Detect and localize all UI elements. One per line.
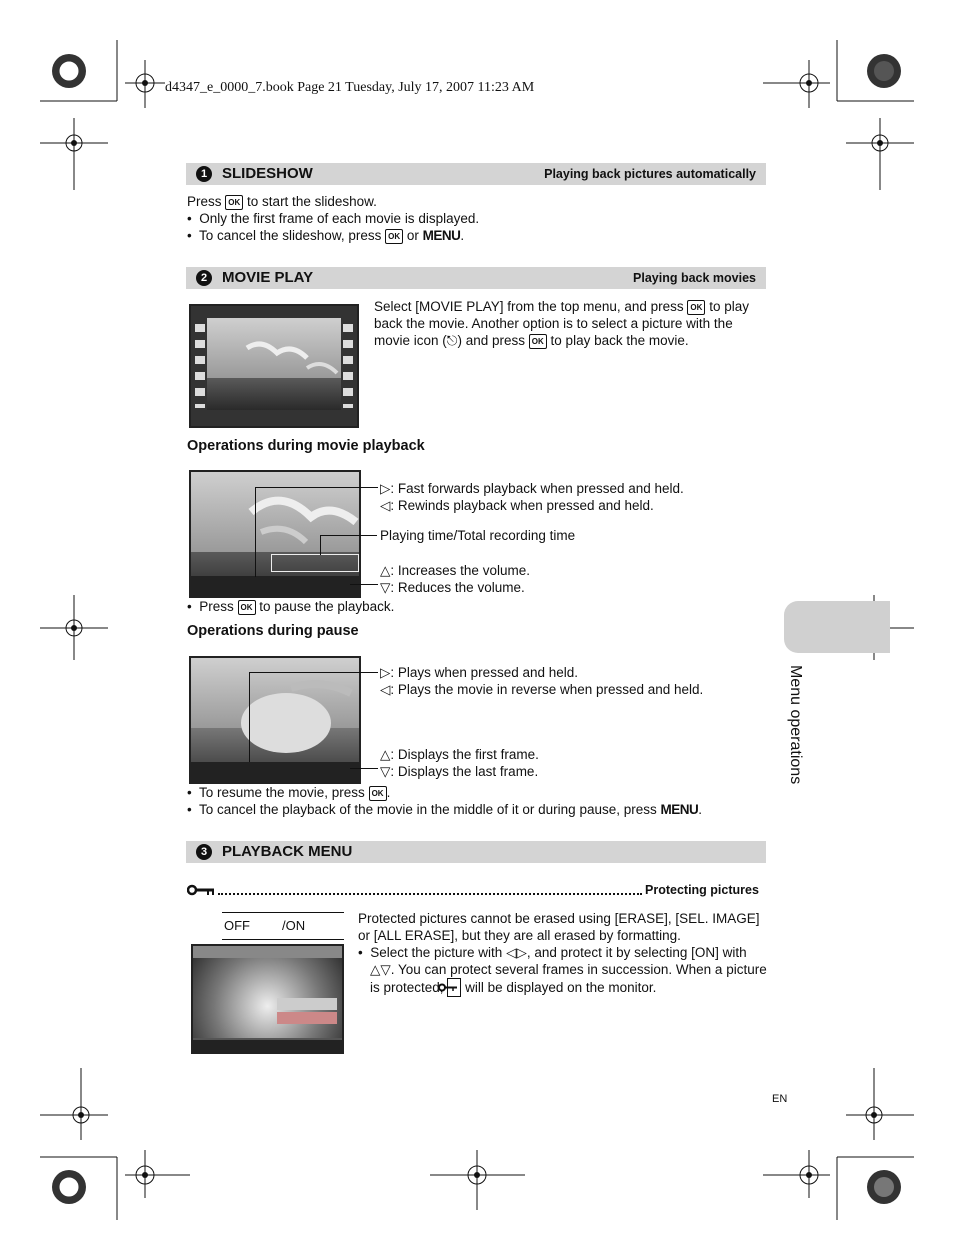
text: Select [MOVIE PLAY] from the top menu, and press: [374, 299, 684, 314]
down-arrow-icon: ▽: [380, 580, 391, 595]
protect-bullet: • Select the picture with ◁▷, and protect it by selecting [ON] with △▽. You can protect several frames in succession. When a picture is protected, will be displayed on the monitor.: [358, 945, 767, 995]
text: , and protect it by selecting [ON] with: [526, 945, 747, 960]
camera-screen-playback: [189, 470, 361, 598]
text: : Displays the first frame.: [390, 747, 539, 762]
protect-key-icon: [447, 978, 461, 997]
left-arrow-icon: ◁: [380, 498, 391, 513]
menu-item-on: [277, 1012, 337, 1024]
ops-playback-heading: Operations during movie playback: [187, 438, 425, 454]
section-title: MOVIE PLAY: [222, 269, 314, 286]
callout-line: [350, 584, 378, 585]
left-arrow-icon: ◁: [380, 682, 391, 697]
text: Select the picture with: [370, 945, 503, 960]
menu-button-label: MENU: [660, 802, 699, 817]
callout-line: [249, 672, 378, 673]
text: or: [406, 228, 419, 243]
language-footer: EN: [772, 1093, 788, 1105]
text: : Fast forwards playback when pressed and held.: [390, 481, 684, 496]
movie-frame: [207, 318, 341, 410]
resume-instructions: • To resume the movie, press OK . • To cancel the playback of the movie in the middle of it or during pause, press MENU.: [187, 785, 703, 817]
up-arrow-icon: △: [380, 747, 391, 762]
playback-controls-bar: [191, 576, 359, 596]
section-title: SLIDESHOW: [222, 165, 313, 182]
movie-camera-icon: ⎋: [446, 333, 458, 348]
menu-button-label: MENU: [422, 228, 461, 243]
screen-footer: [193, 1040, 342, 1052]
side-tab-label: Menu operations: [787, 665, 804, 785]
section-number: 1: [196, 166, 212, 182]
film-strip-left: [195, 324, 205, 408]
camera-screen-pause: [189, 656, 361, 784]
playing-time-label: Playing time/Total recording time: [380, 528, 576, 543]
section-number: 2: [196, 270, 212, 286]
text: to play back the movie.: [550, 333, 689, 348]
text: Press: [199, 599, 234, 614]
movie-play-description: [374, 298, 769, 349]
ok-button-icon: OK: [238, 600, 256, 615]
slideshow-instructions: Press OK to start the slideshow. • Only the first frame of each movie is displayed. • To cancel the slideshow, press OK or MENU.: [187, 194, 480, 243]
protect-label: Protecting pictures: [645, 883, 759, 897]
left-right-arrow-icon: ◁▷: [506, 945, 527, 960]
down-arrow-icon: ▽: [380, 764, 391, 779]
text: to start the slideshow.: [247, 194, 377, 209]
text: to pause the playback.: [259, 599, 395, 614]
pause-instruction: • Press OK to pause the playback.: [187, 599, 395, 614]
playback-ops-list: [380, 480, 684, 514]
camera-screen-protect: [191, 944, 344, 1054]
text: To cancel the playback of the movie in the middle of it or during pause, press: [198, 802, 657, 817]
section-subtitle: Playing back movies: [633, 271, 756, 285]
menu-item-off: [277, 998, 337, 1010]
text: To resume the movie, press: [198, 785, 365, 800]
text: Only the first frame of each movie is displayed.: [199, 211, 480, 226]
time-display-box: [271, 554, 359, 572]
section-bar-playback-menu: [186, 841, 766, 863]
volume-ops-list: [380, 562, 530, 596]
option-off: OFF: [224, 918, 250, 933]
seagull-image: [207, 318, 341, 410]
callout-line: [255, 487, 256, 577]
text: : Plays when pressed and held.: [390, 665, 579, 680]
dotted-leader: [218, 887, 642, 895]
ok-button-icon: OK: [225, 195, 243, 210]
screen-header: [193, 946, 342, 958]
section-bar-movie-play: [186, 267, 766, 289]
protect-options-table: [222, 912, 344, 940]
protect-description: Protected pictures cannot be erased using [ERASE], [SEL. IMAGE] or [ALL ERASE], but they are all erased by formatting.: [358, 911, 760, 943]
ok-button-icon: OK: [385, 229, 403, 244]
ok-button-icon: OK: [687, 300, 705, 315]
book-info-header: d4347_e_0000_7.book Page 21 Tuesday, July 17, 2007 11:23 AM: [165, 80, 535, 95]
text: Press: [187, 194, 222, 209]
section-title: PLAYBACK MENU: [222, 843, 353, 860]
frame-ops-list: [380, 746, 539, 780]
text: : Displays the last frame.: [390, 764, 539, 779]
callout-line: [320, 535, 321, 555]
text: : Reduces the volume.: [390, 580, 525, 595]
option-on: /ON: [282, 918, 306, 933]
text: will be displayed on the monitor.: [465, 980, 657, 995]
right-arrow-icon: ▷: [380, 665, 391, 680]
text: . You can protect several frames in succession. When a picture is protected,: [370, 962, 767, 995]
ops-pause-heading: Operations during pause: [187, 623, 359, 639]
section-subtitle: Playing back pictures automatically: [544, 167, 756, 181]
pause-controls-bar: [191, 762, 359, 782]
text: : Increases the volume.: [390, 563, 530, 578]
right-arrow-icon: ▷: [380, 481, 391, 496]
callout-line: [249, 672, 250, 762]
callout-line: [320, 535, 377, 536]
protect-key-icon: [187, 883, 215, 901]
text: : Plays the movie in reverse when pressed and held.: [390, 682, 704, 697]
pause-ops-list: [380, 664, 703, 698]
text: To cancel the slideshow, press: [198, 228, 382, 243]
side-tab: [784, 601, 890, 653]
section-bar-slideshow: [186, 163, 766, 185]
callout-line: [255, 487, 378, 488]
film-strip-right: [343, 324, 353, 408]
camera-screen-movie-thumbnail: [189, 304, 359, 428]
ok-button-icon: OK: [529, 334, 547, 349]
up-down-arrow-icon: △▽: [370, 962, 391, 977]
ok-button-icon: OK: [369, 786, 387, 801]
up-arrow-icon: △: [380, 563, 391, 578]
callout-line: [350, 768, 378, 769]
text: ) and press: [457, 333, 526, 348]
section-number: 3: [196, 844, 212, 860]
text: to play back the movie. Another option is to select a picture with the movie icon (: [374, 299, 749, 348]
text: : Rewinds playback when pressed and held.: [390, 498, 654, 513]
